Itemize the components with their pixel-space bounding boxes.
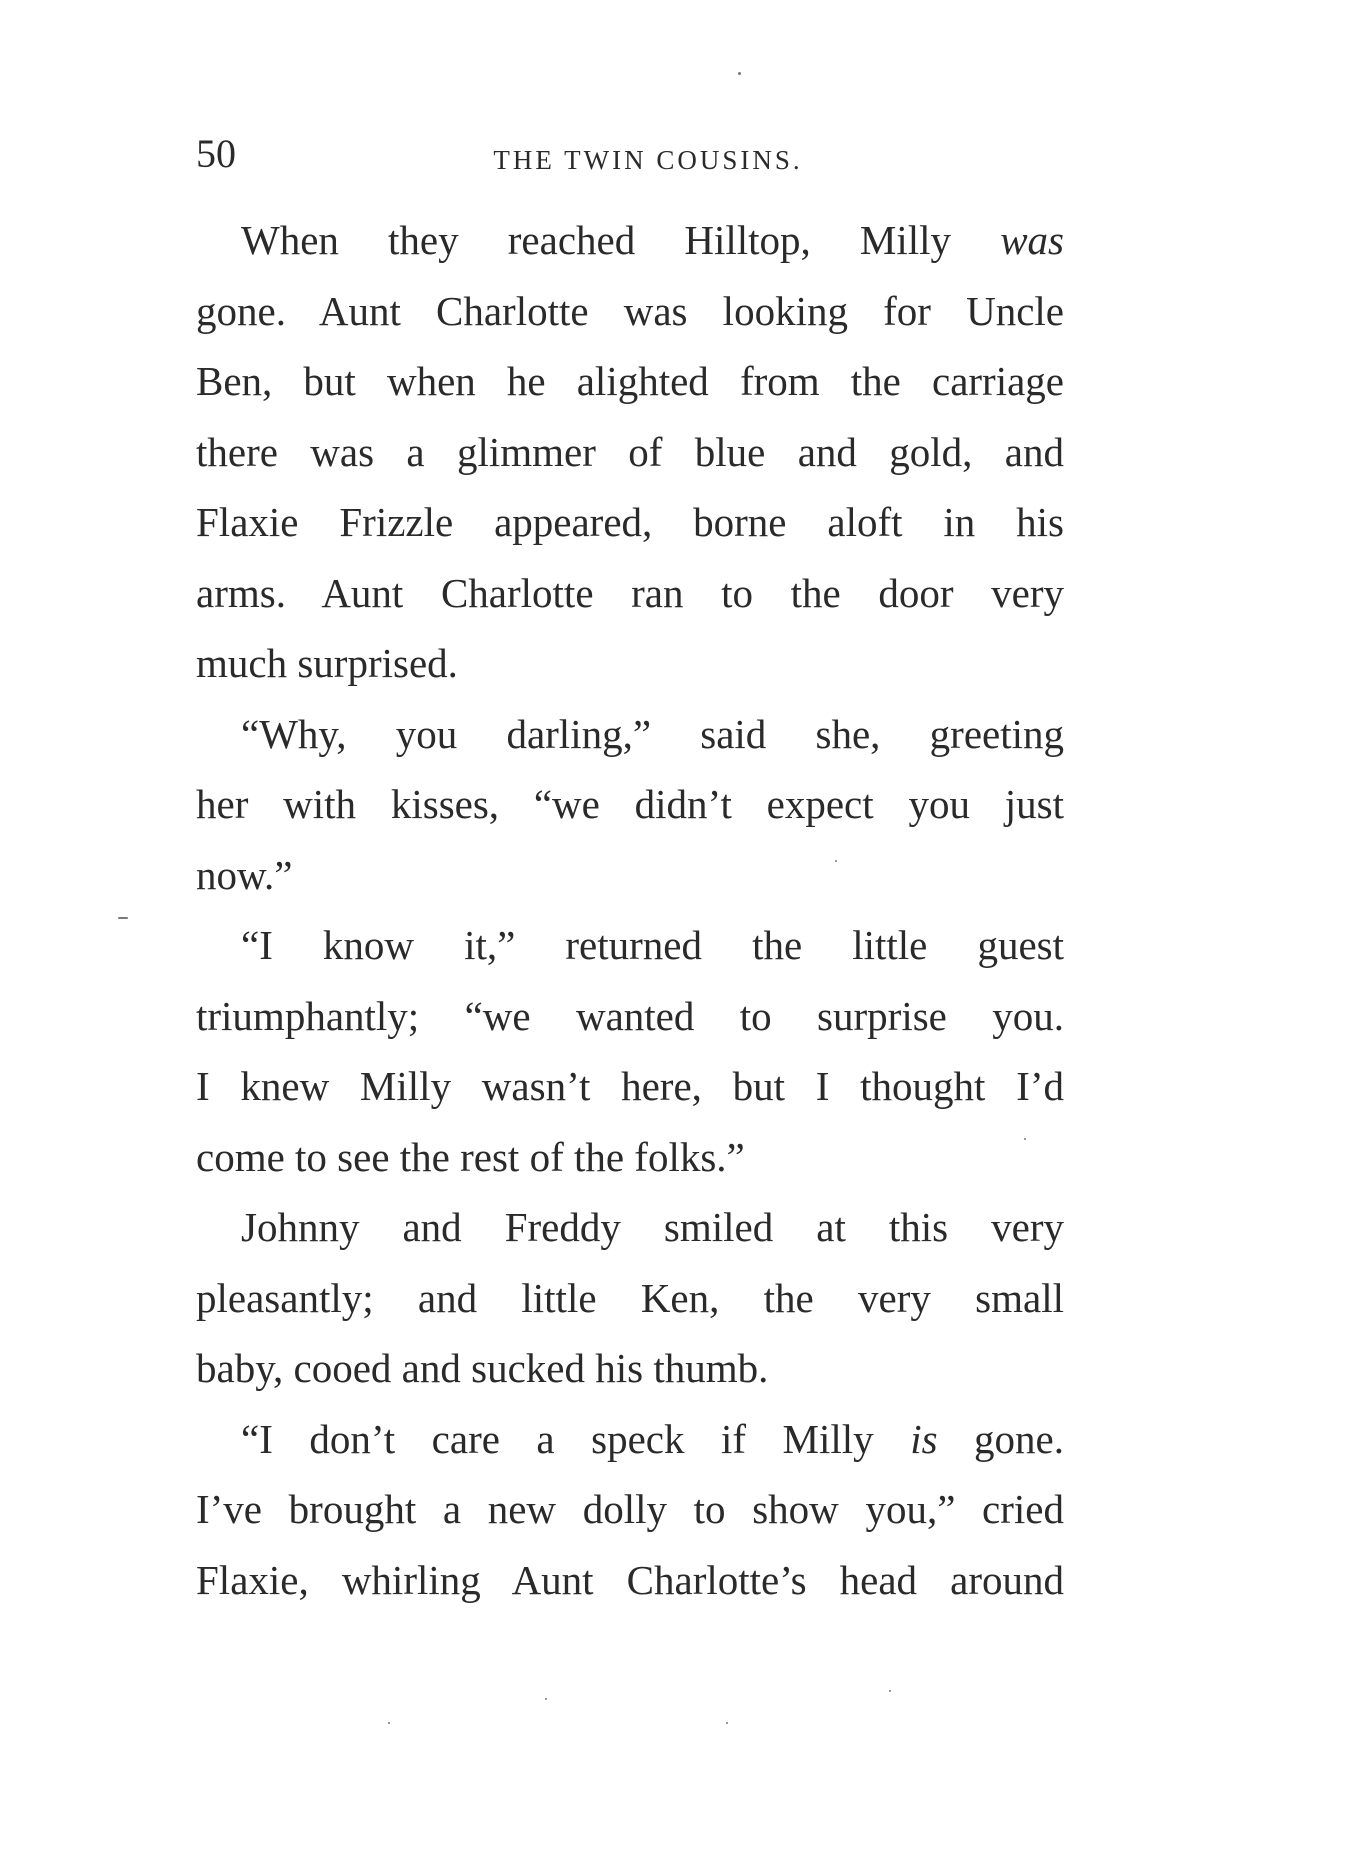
- text-line-content: arms. Aunt Charlotte ran to the door very: [196, 569, 1064, 616]
- text-line-content: pleasantly; and little Ken, the very small: [196, 1274, 1064, 1321]
- text-line: [196, 840, 1064, 911]
- text-line-content: Flaxie, whirling Aunt Charlotte’s head around: [196, 1556, 1064, 1603]
- scan-speck: [738, 72, 741, 75]
- text-line-content: Ben, but when he alighted from the carriage: [196, 358, 1064, 404]
- text-line: [196, 487, 1064, 558]
- text-line: [196, 417, 1064, 488]
- text-line-content: “I know it,” returned the little guest: [241, 922, 1064, 968]
- scan-speck: [726, 1722, 728, 1724]
- text-line: [196, 628, 1064, 699]
- text-line-content: triumphantly; “we wanted to surprise you.: [196, 992, 1064, 1039]
- scan-speck: [889, 1690, 891, 1692]
- text-line-content: her with kisses, “we didn’t expect you just: [196, 781, 1064, 827]
- text-line-content: baby, cooed and sucked his thumb.: [196, 1345, 769, 1391]
- text-line: [196, 1404, 1064, 1475]
- text-line-content: “Why, you darling,” said she, greeting: [241, 710, 1064, 757]
- scan-speck: [545, 1698, 547, 1700]
- text-line: [196, 1051, 1064, 1122]
- text-line: [196, 1263, 1064, 1334]
- text-line-content: now.”: [196, 851, 293, 898]
- text-line-content: Flaxie Frizzle appeared, borne aloft in his: [196, 499, 1064, 545]
- page-number: 50: [196, 131, 236, 176]
- text-line-content: much surprised.: [196, 640, 458, 686]
- text-line: [196, 769, 1064, 840]
- page-header: [196, 124, 1064, 184]
- text-line-content: there was a glimmer of blue and gold, and: [196, 428, 1064, 475]
- text-line: [196, 699, 1064, 770]
- text-line: [196, 346, 1064, 417]
- text-line-content: Johnny and Freddy smiled at this very: [241, 1204, 1064, 1250]
- scan-speck: [1024, 1138, 1026, 1140]
- text-line-tail: gone.: [937, 1415, 1065, 1462]
- text-line: [196, 276, 1064, 347]
- scan-speck: [118, 917, 128, 919]
- text-line: [196, 1545, 1064, 1616]
- text-line: [196, 910, 1064, 981]
- text-line: [196, 1474, 1064, 1545]
- italic-word: was: [1000, 217, 1064, 263]
- text-line-content: I’ve brought a new dolly to show you,” cried: [196, 1486, 1064, 1532]
- scan-speck: [388, 1722, 390, 1724]
- text-line-content: I knew Milly wasn’t here, but I thought I’d: [196, 1063, 1064, 1109]
- text-line-content: gone. Aunt Charlotte was looking for Uncle: [196, 287, 1064, 334]
- italic-word: is: [910, 1415, 938, 1462]
- running-title: THE TWIN COUSINS.: [493, 145, 803, 175]
- text-line: [196, 1122, 1064, 1193]
- text-line: [196, 1333, 1064, 1404]
- text-line-content: “I don’t care a speck if Milly: [241, 1415, 911, 1462]
- text-line: [196, 558, 1064, 629]
- text-line: [196, 981, 1064, 1052]
- body-text: [196, 205, 1064, 1615]
- text-line: [196, 205, 1064, 276]
- scan-speck: [835, 860, 837, 862]
- text-line-content: When they reached Hilltop, Milly: [241, 217, 1001, 263]
- text-line: [196, 1192, 1064, 1263]
- text-line-content: come to see the rest of the folks.”: [196, 1133, 745, 1180]
